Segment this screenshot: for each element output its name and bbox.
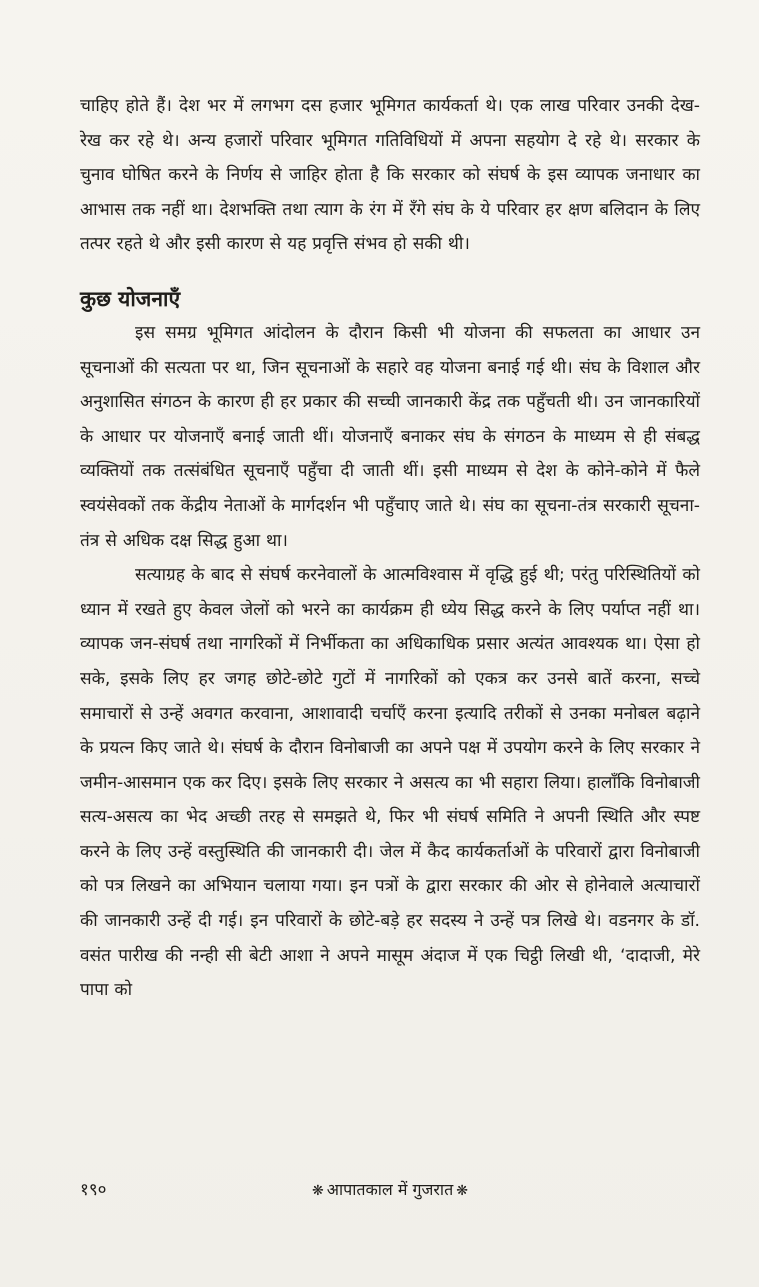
book-title: आपातकाल में गुजरात bbox=[326, 1180, 454, 1199]
paragraph-3: सत्याग्रह के बाद से संघर्ष करनेवालों के आत्मविश्वास में वृद्धि हुई थी; परंतु परिस्थितियों को ध्यान में रखते हुए केवल जेलों को भरने का कार्यक्रम ही ध्येय सिद्ध करने के लिए पर्याप्त नहीं था। व्यापक जन-संघर्ष तथा नागरिकों में निर्भीकता का अधिकाधिक प्रसार अत्यंत आवश्यक था। ऐसा हो सके, इसके लिए हर जगह छोटे-छोटे गुटों में नागरिकों को एकत्र कर उनसे बातें करना, सच्चे समाचारों से उन्हें अवगत करवाना, आशावादी चर्चाएँ करना इत्यादि तरीकों से उनका मनोबल बढ़ाने के प्रयत्न किए जाते थे। संघर्ष के दौरान विनोबाजी का अपने पक्ष में उपयोग करने के लिए सरकार ने जमीन-आसमान एक कर दिए। इसके लिए सरकार ने असत्य का भी सहारा लिया। हालाँकि विनोबाजी सत्य-असत्य का भेद अच्छी तरह से समझते थे, फिर भी संघर्ष समिति ने अपनी स्थिति और स्पष्ट करने के लिए उन्हें वस्तुस्थिति की जानकारी दी। जेल में कैद कार्यकर्ताओं के परिवारों द्वारा विनोबाजी को पत्र लिखने का अभियान चलाया गया। इन पत्रों के द्वारा सरकार की ओर से होनेवाले अत्याचारों की जानकारी उन्हें दी गई। इन परिवारों के छोटे-बड़े हर सदस्य ने उन्हें पत्र लिखे थे। वडनगर के डॉ. वसंत पारीख की नन्ही सी बेटी आशा ने अपने मासूम अंदाज में एक चिट्ठी लिखी थी, ‘दादाजी, मेरे पापा को bbox=[80, 565, 700, 1001]
section-heading: कुछ योजनाएँ bbox=[80, 286, 181, 311]
paragraph-1: चाहिए होते हैं। देश भर में लगभग दस हजार भूमिगत कार्यकर्ता थे। एक लाख परिवार उनकी देख-रेख कर रहे थे। अन्य हजारों परिवार भूमिगत गतिविधियों में अपना सहयोग दे रहे थे। सरकार के चुनाव घोषित करने के निर्णय से जाहिर होता है कि सरकार को संघर्ष के इस व्यापक जनाधार का आभास तक नहीं था। देशभक्ति तथा त्याग के रंग में रँगे संघ के ये परिवार हर क्षण बलिदान के लिए तत्पर रहते थे और इसी कारण से यह प्रवृत्ति संभव हो सकी थी। bbox=[80, 96, 700, 255]
ornament-left-icon: ❋ bbox=[312, 1183, 324, 1199]
paragraph-2: इस समग्र भूमिगत आंदोलन के दौरान किसी भी योजना की सफलता का आधार उन सूचनाओं की सत्यता पर था, जिन सूचनाओं के सहारे वह योजना बनाई गई थी। संघ के विशाल और अनुशासित संगठन के कारण ही हर प्रकार की सच्ची जानकारी केंद्र तक पहुँचती थी। उन जानकारियों के आधार पर योजनाएँ बनाई जाती थीं। योजनाएँ बनाकर संघ के संगठन के माध्यम से ही संबद्ध व्यक्तियों तक तत्संबंधित सूचनाएँ पहुँचा दी जाती थीं। इसी माध्यम से देश के कोने-कोने में फैले स्वयंसेवकों तक केंद्रीय नेताओं के मार्गदर्शन भी पहुँचाए जाते थे। संघ का सूचना-तंत्र सरकारी सूचना-तंत्र से अधिक दक्ष सिद्ध हुआ था। bbox=[80, 322, 700, 551]
page-footer bbox=[80, 1177, 700, 1207]
page-body bbox=[80, 89, 700, 1008]
ornament-right-icon: ❋ bbox=[456, 1183, 468, 1199]
page-number: १९० bbox=[80, 1180, 107, 1200]
running-title bbox=[80, 1178, 700, 1200]
